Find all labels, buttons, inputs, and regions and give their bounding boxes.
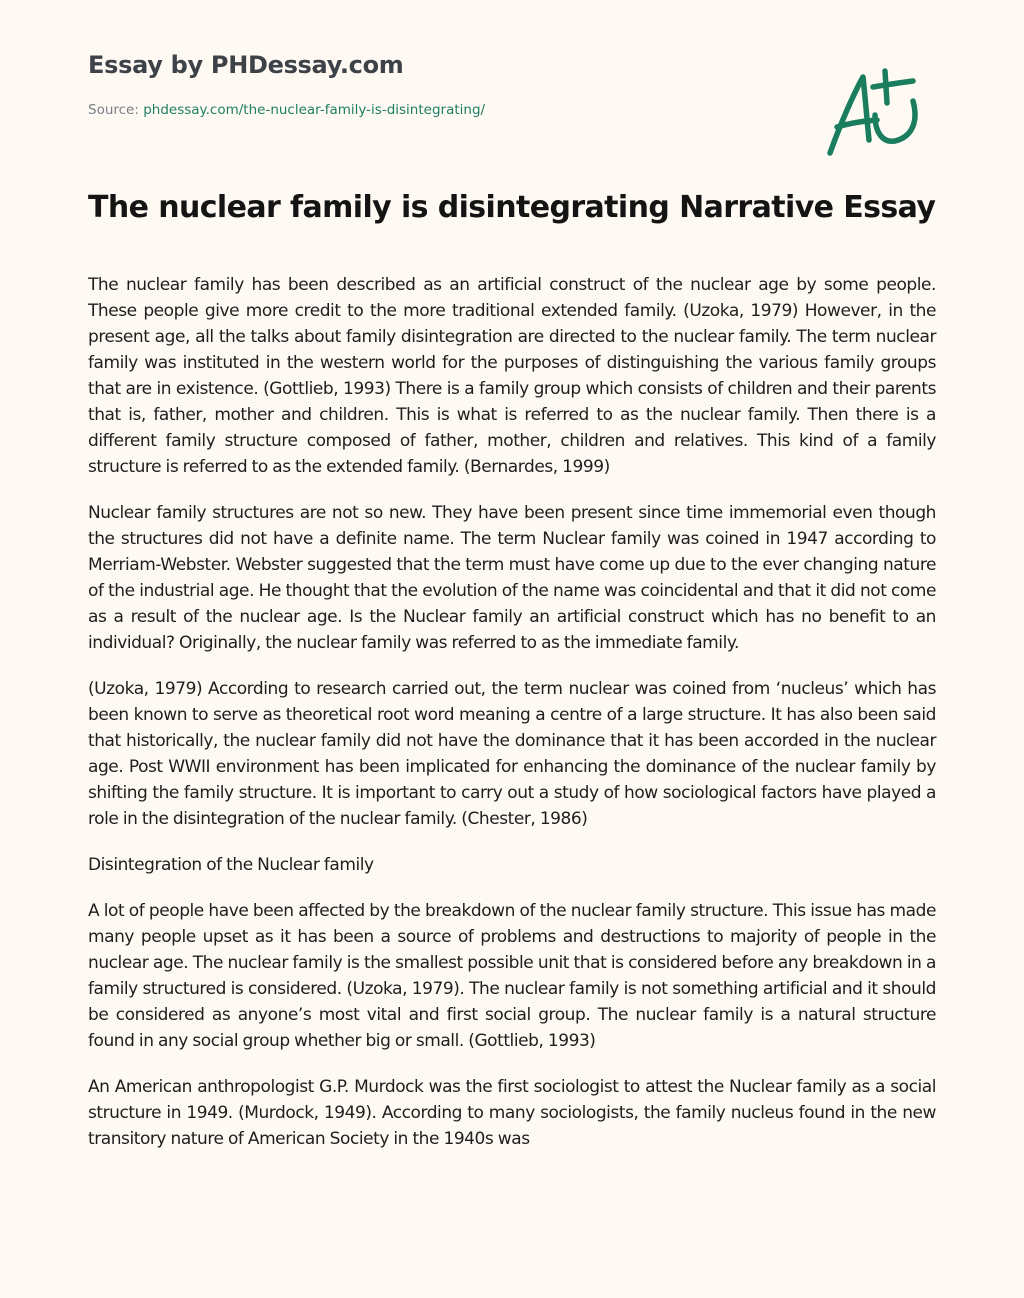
source-link[interactable]: phdessay.com/the-nuclear-family-is-disintegrating/ xyxy=(143,102,486,118)
paragraph: (Uzoka, 1979) According to research carried out, the term nuclear was coined from ‘nucleus’ which has been known to serve as theoretical root word meaning a centre of a large structure. It has also been said that historically, the nuclear family did not have the dominance that it has been accorded in the nuclear age. Post WWII environment has been implicated for enhancing the dominance of the nuclear family by shifting the family structure. It is important to carry out a study of how sociological factors have played a role in the disintegration of the nuclear family. (Chester, 1986) xyxy=(88,679,936,829)
paragraph: Nuclear family structures are not so new. They have been present since time immemorial even though the structures did not have a definite name. The term Nuclear family was coined in 1947 according to Merriam-Webster. Webster suggested that the term must have come up due to the ever changing nature of the industrial age. He thought that the evolution of the name was coincidental and that it did not come as a result of the nuclear age. Is the Nuclear family an artificial construct which has no benefit to an individual? Originally, the nuclear family was referred to as the immediate family. xyxy=(88,503,936,653)
paragraph: An American anthropologist G.P. Murdock was the first sociologist to attest the Nuclear family as a social structure in 1949. (Murdock, 1949). According to many sociologists, the family nucleus found in the new transitory nature of American Society in the 1940s was xyxy=(88,1077,936,1149)
essay-body xyxy=(88,272,936,1172)
paragraph: A lot of people have been affected by the breakdown of the nuclear family structure. This issue has made many people upset as it has been a source of problems and destructions to majority of people in the nuclear age. The nuclear family is the smallest possible unit that is considered before any breakdown in a family structured is considered. (Uzoka, 1979). The nuclear family is not something artificial and it should be considered as anyone’s most vital and first social group. The nuclear family is a natural structure found in any social group whether big or small. (Gottlieb, 1993) xyxy=(88,901,936,1051)
paragraph: The nuclear family has been described as an artificial construct of the nuclear age by some people. These people give more credit to the more traditional extended family. (Uzoka, 1979) However, in the present age, all the talks about family disintegration are directed to the nuclear family. The term nuclear family was instituted in the western world for the purposes of distinguishing the various family groups that are in existence. (Gottlieb, 1993) There is a family group which consists of children and their parents that is, father, mother and children. This is what is referred to as the nuclear family. Then there is a different family structure composed of father, mother, children and relatives. This kind of a family structure is referred to as the extended family. (Bernardes, 1999) xyxy=(88,275,936,477)
site-brand: Essay by PHDessay.com xyxy=(88,51,404,79)
a-plus-grade-icon xyxy=(825,65,930,160)
source-label: Source: xyxy=(88,102,139,118)
essay-title: The nuclear family is disintegrating Narrative Essay xyxy=(88,190,936,225)
source-line xyxy=(88,102,485,118)
section-heading: Disintegration of the Nuclear family xyxy=(88,855,374,875)
